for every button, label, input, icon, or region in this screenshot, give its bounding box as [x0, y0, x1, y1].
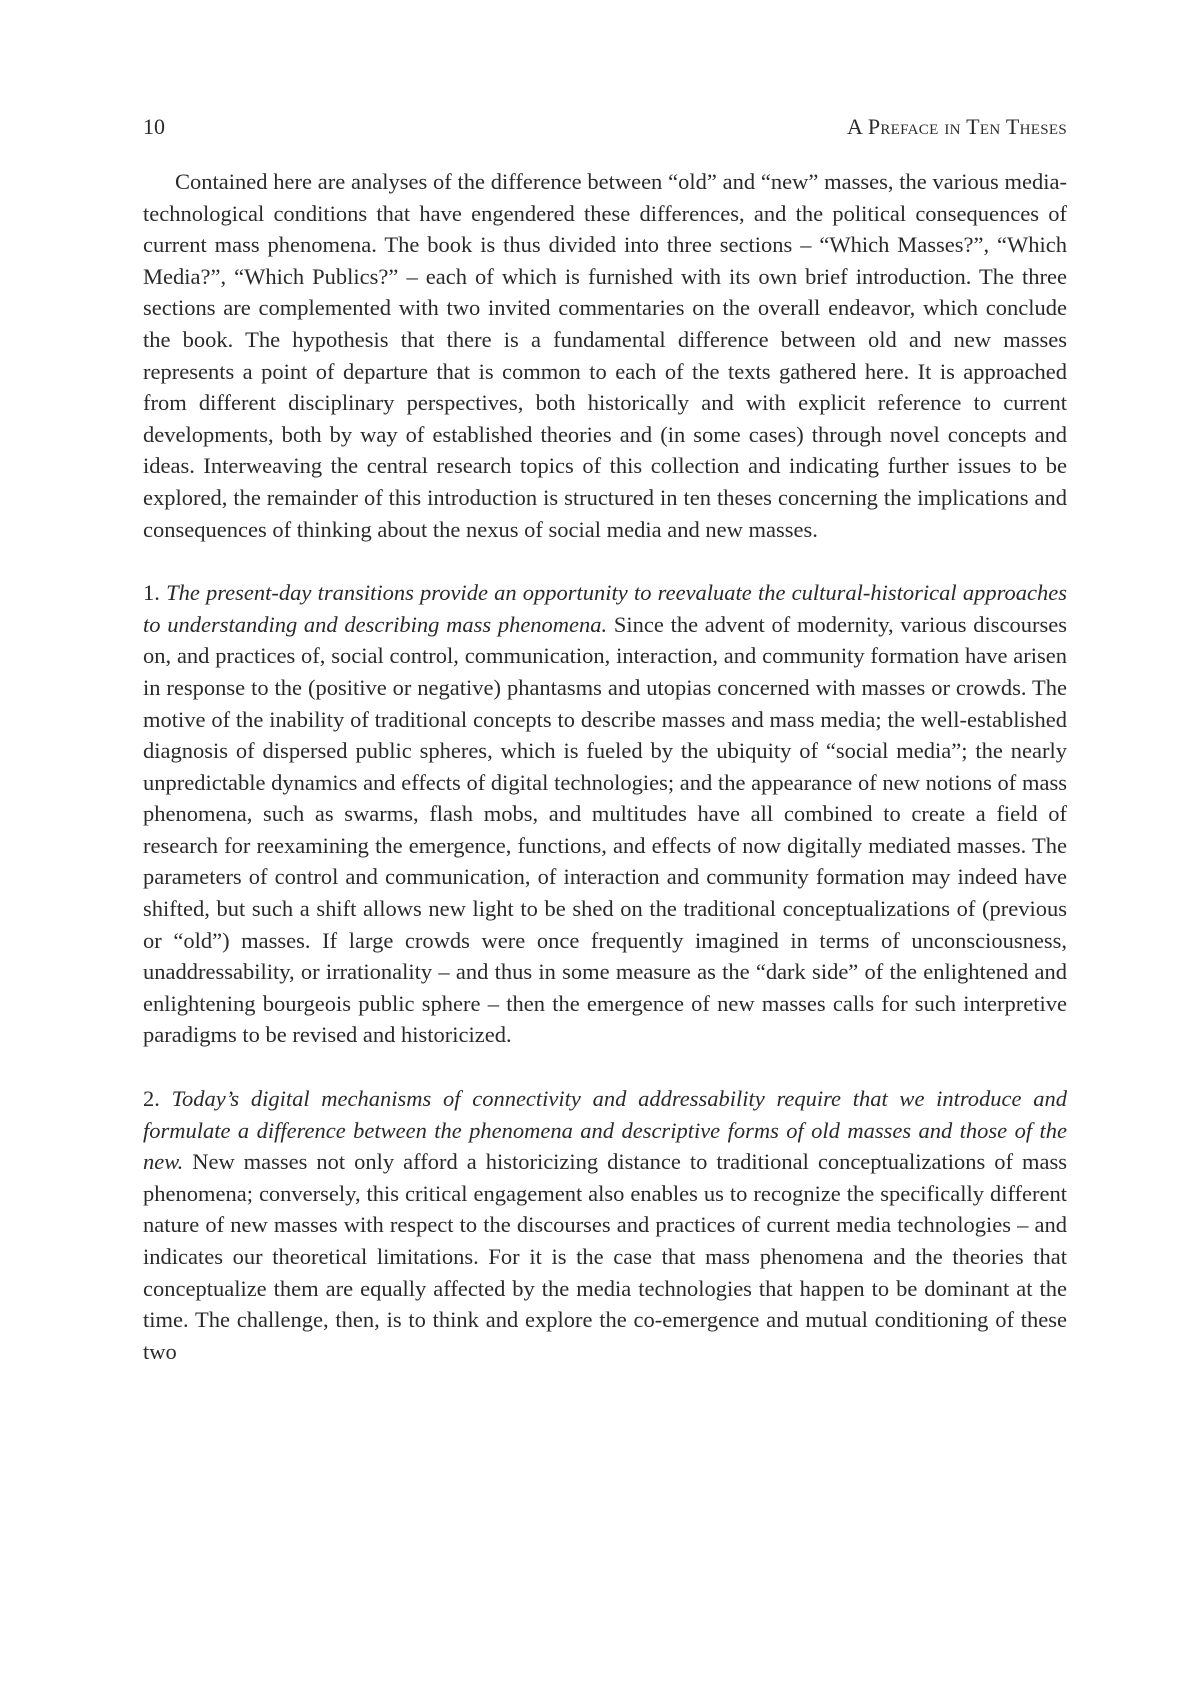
- running-head: [143, 112, 1067, 142]
- thesis-2-number: 2.: [143, 1086, 160, 1112]
- body-text: [143, 166, 1067, 1367]
- running-title: A Preface in Ten Theses: [847, 114, 1067, 139]
- thesis-2-text: New masses not only afford a historicizing distance to traditional conceptualizations of mass phenomena; conversely, this critical engagement also enables us to recognize the specifically different nature of new masses with respect to the discourses and practices of current media technologies – and indicates our theoretical limitations. For it is the case that mass phenomena and the theories that conceptualize them are equally affected by the media technologies that happen to be dominant at the time. The challenge, then, is to think and explore the co-emergence and mutual conditioning of these two: [143, 1149, 1067, 1364]
- thesis-2-paragraph: [143, 1083, 1067, 1367]
- thesis-1-heading: The present-day transitions provide an opportunity to reevaluate the cultural-historical approaches to understanding and describing mass phenomena.: [143, 580, 1067, 637]
- thesis-1-number: 1.: [143, 580, 160, 606]
- thesis-1-paragraph: [143, 577, 1067, 1051]
- thesis-2-heading: Today’s digital mechanisms of connectivity and addressability require that we introduce and formulate a difference between the phenomena and descriptive forms of old masses and those of the new.: [143, 1086, 1067, 1175]
- intro-paragraph: Contained here are analyses of the difference between “old” and “new” masses, the various media-technological conditions that have engendered these differences, and the political consequences of current mass phenomena. The book is thus divided into three sections – “Which Masses?”, “Which Media?”, “Which Publics?” – each of which is furnished with its own brief introduction. The three sections are complemented with two invited commentaries on the overall endeavor, which conclude the book. The hypothesis that there is a fundamental difference between old and new masses represents a point of departure that is common to each of the texts gathered here. It is approached from different disciplinary perspectives, both historically and with explicit reference to current developments, both by way of established theories and (in some cases) through novel concepts and ideas. Interweaving the central research topics of this collection and indicating further issues to be explored, the remainder of this introduction is structured in ten theses concerning the implications and consequences of thinking about the nexus of social media and new masses.: [143, 169, 1067, 542]
- thesis-1-text: Since the advent of modernity, various discourses on, and practices of, social control, communication, interaction, and community formation have arisen in response to the (positive or negative) phantasms and utopias concerned with masses or crowds. The motive of the inability of traditional concepts to describe masses and mass media; the well-established diagnosis of dispersed public spheres, which is fueled by the ubiquity of “social media”; the nearly unpredictable dynamics and effects of digital technologies; and the appearance of new notions of mass phenomena, such as swarms, flash mobs, and multitudes have all combined to create a field of research for reexamining the emergence, functions, and effects of now digitally mediated masses. The parameters of control and communication, of interaction and community formation may indeed have shifted, but such a shift allows new light to be shed on the traditional conceptualizations of (previous or “old”) masses. If large crowds were once frequently imagined in terms of unconsciousness, unaddressability, or irrationality – and thus in some measure as the “dark side” of the enlightened and enlightening bourgeois public sphere – then the emergence of new masses calls for such interpretive paradigms to be revised and historicized.: [143, 611, 1068, 1048]
- page-number: 10: [143, 114, 165, 139]
